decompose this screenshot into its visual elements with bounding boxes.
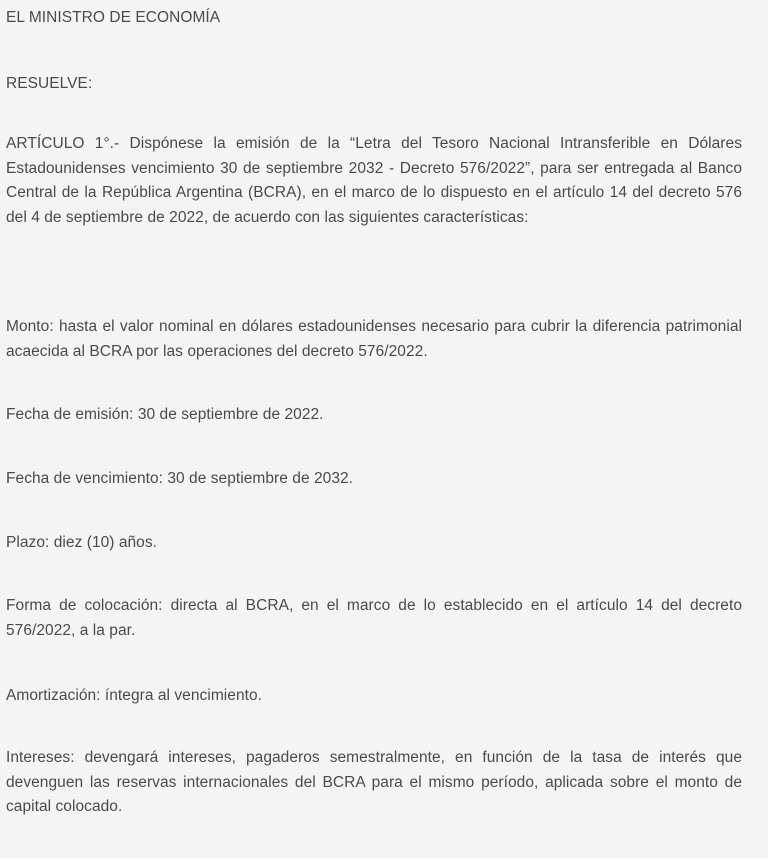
placement-paragraph: Forma de colocación: directa al BCRA, en el marco de lo establecido en el artículo 14 del decreto 576/2022, a la par. [6,597,742,639]
article-1-paragraph: ARTÍCULO 1°.- Dispónese la emisión de la “Letra del Tesoro Nacional Intransferible en Dólares Estadounidenses vencimiento 30 de septiembre 2032 - Decreto 576/2022”, para ser entregada al Banco Central de la República Argentina (BCRA), en el marco de lo dispuesto en el artículo 14 del decreto 576 del 4 de septiembre de 2022, de acuerdo con las siguientes características: [6,135,742,226]
maturity-date-paragraph: Fecha de vencimiento: 30 de septiembre de 2032. [6,470,354,487]
amount-paragraph: Monto: hasta el valor nominal en dólares estadounidenses necesario para cubrir la diferencia patrimonial acaecida al BCRA por las operaciones del decreto 576/2022. [6,318,742,360]
issue-date-paragraph: Fecha de emisión: 30 de septiembre de 2022. [6,406,324,423]
term-paragraph: Plazo: diez (10) años. [6,534,158,551]
document-heading: EL MINISTRO DE ECONOMÍA [6,9,221,26]
interest-paragraph: Intereses: devengará intereses, pagaderos semestralmente, en función de la tasa de interés que devenguen las reservas internacionales del BCRA para el mismo período, aplicada sobre el monto de capital colocado. [6,749,742,815]
amortization-paragraph: Amortización: íntegra al vencimiento. [6,687,262,704]
resolves-label: RESUELVE: [6,75,93,92]
